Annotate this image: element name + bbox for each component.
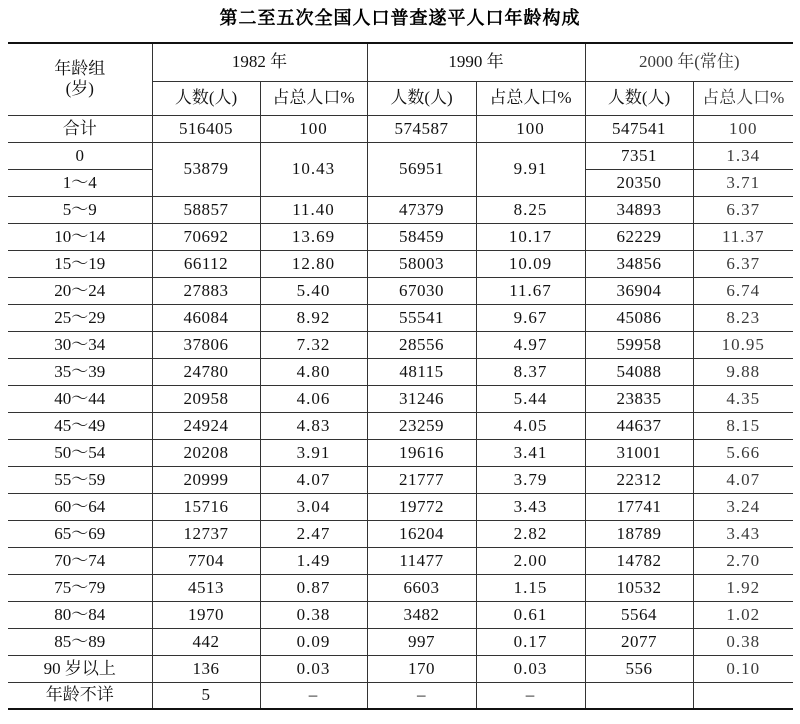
count-1990-cell: 170 — [367, 655, 476, 682]
age-group-cell: 60～64 — [8, 493, 152, 520]
age-group-cell: 年龄不详 — [8, 682, 152, 709]
percent-1990-cell: 3.79 — [476, 466, 585, 493]
header-age-group — [8, 43, 152, 115]
percent-1982-cell: 11.40 — [260, 196, 367, 223]
count-1982-cell: 53879 — [152, 142, 260, 196]
percent-2000-cell: 0.38 — [693, 628, 793, 655]
percent-1982-cell: 100 — [260, 115, 367, 142]
header-percent-2000: 占总人口% — [693, 81, 793, 115]
percent-1990-cell: 8.25 — [476, 196, 585, 223]
percent-2000-cell: 6.37 — [693, 250, 793, 277]
age-group-cell: 10～14 — [8, 223, 152, 250]
count-1990-cell: 56951 — [367, 142, 476, 196]
count-2000-cell: 31001 — [585, 439, 693, 466]
count-2000-cell: 45086 — [585, 304, 693, 331]
percent-1990-cell: 4.05 — [476, 412, 585, 439]
age-group-cell: 70～74 — [8, 547, 152, 574]
count-2000-cell: 62229 — [585, 223, 693, 250]
table-header — [8, 43, 793, 115]
count-1982-cell: 20999 — [152, 466, 260, 493]
percent-2000-cell: 1.92 — [693, 574, 793, 601]
header-age-unit: (岁) — [65, 79, 94, 99]
count-2000-cell: 23835 — [585, 385, 693, 412]
age-structure-table — [8, 42, 793, 710]
count-1982-cell: 37806 — [152, 331, 260, 358]
percent-1982-cell: 2.47 — [260, 520, 367, 547]
percent-1982-cell: 5.40 — [260, 277, 367, 304]
percent-2000-cell: 2.70 — [693, 547, 793, 574]
total-row — [8, 115, 793, 142]
count-2000-cell: 7351 — [585, 142, 693, 169]
percent-2000-cell: 3.43 — [693, 520, 793, 547]
age-group-row — [8, 385, 793, 412]
age-group-cell: 55～59 — [8, 466, 152, 493]
count-1982-cell: 58857 — [152, 196, 260, 223]
count-2000-cell: 20350 — [585, 169, 693, 196]
percent-1990-cell: 100 — [476, 115, 585, 142]
count-2000-cell: 54088 — [585, 358, 693, 385]
age-group-row — [8, 331, 793, 358]
header-count-1982: 人数(人) — [152, 81, 260, 115]
percent-1982-cell: 0.87 — [260, 574, 367, 601]
percent-1982-cell: 3.04 — [260, 493, 367, 520]
percent-1982-cell: 1.49 — [260, 547, 367, 574]
percent-2000-cell: 100 — [693, 115, 793, 142]
percent-1990-cell: 0.17 — [476, 628, 585, 655]
count-1982-cell: 70692 — [152, 223, 260, 250]
age-group-row — [8, 628, 793, 655]
percent-1990-cell: 8.37 — [476, 358, 585, 385]
count-2000-cell — [585, 682, 693, 709]
age-group-row — [8, 574, 793, 601]
percent-2000-cell: 4.35 — [693, 385, 793, 412]
count-1990-cell: 16204 — [367, 520, 476, 547]
count-1990-cell: 55541 — [367, 304, 476, 331]
count-1982-cell: 20208 — [152, 439, 260, 466]
percent-1982-cell: 4.83 — [260, 412, 367, 439]
percent-1990-cell: 2.00 — [476, 547, 585, 574]
percent-1982-cell: 12.80 — [260, 250, 367, 277]
count-1982-cell: 12737 — [152, 520, 260, 547]
age-group-row — [8, 439, 793, 466]
count-2000-cell: 44637 — [585, 412, 693, 439]
percent-1990-cell: 3.41 — [476, 439, 585, 466]
count-1990-cell: 574587 — [367, 115, 476, 142]
percent-2000-cell: 1.02 — [693, 601, 793, 628]
count-1982-cell: 27883 — [152, 277, 260, 304]
age-group-row — [8, 601, 793, 628]
count-2000-cell: 2077 — [585, 628, 693, 655]
count-1982-cell: 136 — [152, 655, 260, 682]
count-2000-cell: 36904 — [585, 277, 693, 304]
age-group-row — [8, 304, 793, 331]
age-group-cell: 15～19 — [8, 250, 152, 277]
age-group-row — [8, 277, 793, 304]
header-year-1990: 1990 年 — [367, 43, 585, 81]
age-group-cell: 35～39 — [8, 358, 152, 385]
age-group-row — [8, 223, 793, 250]
count-2000-cell: 547541 — [585, 115, 693, 142]
header-percent-1982: 占总人口% — [260, 81, 367, 115]
age-group-cell: 20～24 — [8, 277, 152, 304]
count-1990-cell: 67030 — [367, 277, 476, 304]
percent-2000-cell — [693, 682, 793, 709]
age-group-cell: 80～84 — [8, 601, 152, 628]
percent-1990-cell: 10.17 — [476, 223, 585, 250]
percent-2000-cell: 5.66 — [693, 439, 793, 466]
count-2000-cell: 22312 — [585, 466, 693, 493]
age-group-row — [8, 142, 793, 169]
percent-2000-cell: 1.34 — [693, 142, 793, 169]
percent-1982-cell: 3.91 — [260, 439, 367, 466]
count-1990-cell: 3482 — [367, 601, 476, 628]
percent-1990-cell: 5.44 — [476, 385, 585, 412]
percent-1990-cell: 0.03 — [476, 655, 585, 682]
age-group-cell: 65～69 — [8, 520, 152, 547]
age-group-row — [8, 655, 793, 682]
age-group-row — [8, 520, 793, 547]
percent-1982-cell: 7.32 — [260, 331, 367, 358]
header-percent-1990: 占总人口% — [476, 81, 585, 115]
header-year-1982: 1982 年 — [152, 43, 367, 81]
count-2000-cell: 17741 — [585, 493, 693, 520]
count-1982-cell: 15716 — [152, 493, 260, 520]
age-group-cell: 合计 — [8, 115, 152, 142]
table-body — [8, 115, 793, 709]
age-group-cell: 1～4 — [8, 169, 152, 196]
count-1990-cell: 21777 — [367, 466, 476, 493]
age-group-cell: 50～54 — [8, 439, 152, 466]
count-2000-cell: 556 — [585, 655, 693, 682]
count-1990-cell: 11477 — [367, 547, 476, 574]
count-1982-cell: 7704 — [152, 547, 260, 574]
count-1990-cell: 19772 — [367, 493, 476, 520]
age-group-row — [8, 196, 793, 223]
age-group-cell: 75～79 — [8, 574, 152, 601]
percent-1990-cell: 10.09 — [476, 250, 585, 277]
count-1982-cell: 66112 — [152, 250, 260, 277]
percent-1990-cell: 9.91 — [476, 142, 585, 196]
count-1982-cell: 5 — [152, 682, 260, 709]
count-1990-cell: 23259 — [367, 412, 476, 439]
age-group-row — [8, 493, 793, 520]
percent-1982-cell: 13.69 — [260, 223, 367, 250]
age-group-cell: 85～89 — [8, 628, 152, 655]
age-group-cell: 90 岁以上 — [8, 655, 152, 682]
age-group-cell: 25～29 — [8, 304, 152, 331]
percent-1982-cell: 10.43 — [260, 142, 367, 196]
percent-1990-cell: 9.67 — [476, 304, 585, 331]
percent-2000-cell: 11.37 — [693, 223, 793, 250]
table-title: 第二至五次全国人口普查遂平人口年龄构成 — [219, 8, 581, 29]
percent-2000-cell: 6.74 — [693, 277, 793, 304]
count-1982-cell: 46084 — [152, 304, 260, 331]
age-group-cell: 30～34 — [8, 331, 152, 358]
percent-1982-cell: 0.03 — [260, 655, 367, 682]
count-1990-cell: 58003 — [367, 250, 476, 277]
percent-1990-cell: 4.97 — [476, 331, 585, 358]
header-count-1990: 人数(人) — [367, 81, 476, 115]
percent-2000-cell: 3.24 — [693, 493, 793, 520]
percent-1990-cell: 2.82 — [476, 520, 585, 547]
count-1982-cell: 24924 — [152, 412, 260, 439]
count-2000-cell: 34893 — [585, 196, 693, 223]
count-1990-cell: 47379 — [367, 196, 476, 223]
count-1982-cell: 442 — [152, 628, 260, 655]
count-1982-cell: 24780 — [152, 358, 260, 385]
age-group-row — [8, 682, 793, 709]
count-1990-cell: 58459 — [367, 223, 476, 250]
header-row-years — [8, 43, 793, 81]
age-group-cell: 45～49 — [8, 412, 152, 439]
count-1990-cell: 6603 — [367, 574, 476, 601]
percent-2000-cell: 6.37 — [693, 196, 793, 223]
percent-1990-cell: 0.61 — [476, 601, 585, 628]
count-2000-cell: 10532 — [585, 574, 693, 601]
percent-2000-cell: 3.71 — [693, 169, 793, 196]
percent-1982-cell: 0.09 — [260, 628, 367, 655]
percent-1982-cell: 4.06 — [260, 385, 367, 412]
count-1982-cell: 1970 — [152, 601, 260, 628]
percent-1982-cell: 8.92 — [260, 304, 367, 331]
count-1990-cell: 31246 — [367, 385, 476, 412]
count-2000-cell: 34856 — [585, 250, 693, 277]
percent-2000-cell: 8.15 — [693, 412, 793, 439]
percent-1982-cell: 0.38 — [260, 601, 367, 628]
count-2000-cell: 59958 — [585, 331, 693, 358]
percent-1982-cell: 4.80 — [260, 358, 367, 385]
count-2000-cell: 14782 — [585, 547, 693, 574]
count-1982-cell: 20958 — [152, 385, 260, 412]
count-1990-cell: – — [367, 682, 476, 709]
count-1990-cell: 997 — [367, 628, 476, 655]
count-1982-cell: 4513 — [152, 574, 260, 601]
percent-2000-cell: 0.10 — [693, 655, 793, 682]
count-1990-cell: 19616 — [367, 439, 476, 466]
percent-1990-cell: 1.15 — [476, 574, 585, 601]
percent-1990-cell: 11.67 — [476, 277, 585, 304]
count-1990-cell: 28556 — [367, 331, 476, 358]
count-1982-cell: 516405 — [152, 115, 260, 142]
header-age-group-label: 年龄组 — [54, 59, 106, 79]
age-group-row — [8, 358, 793, 385]
percent-1990-cell: 3.43 — [476, 493, 585, 520]
age-group-row — [8, 412, 793, 439]
count-1990-cell: 48115 — [367, 358, 476, 385]
count-2000-cell: 18789 — [585, 520, 693, 547]
header-year-2000: 2000 年(常住) — [585, 43, 793, 81]
age-group-row — [8, 466, 793, 493]
age-group-row — [8, 547, 793, 574]
count-2000-cell: 5564 — [585, 601, 693, 628]
age-group-row — [8, 250, 793, 277]
percent-1982-cell: 4.07 — [260, 466, 367, 493]
percent-2000-cell: 8.23 — [693, 304, 793, 331]
percent-2000-cell: 10.95 — [693, 331, 793, 358]
age-group-cell: 5～9 — [8, 196, 152, 223]
percent-2000-cell: 4.07 — [693, 466, 793, 493]
age-group-cell: 0 — [8, 142, 152, 169]
percent-1990-cell: – — [476, 682, 585, 709]
percent-1982-cell: – — [260, 682, 367, 709]
header-count-2000: 人数(人) — [585, 81, 693, 115]
percent-2000-cell: 9.88 — [693, 358, 793, 385]
age-group-cell: 40～44 — [8, 385, 152, 412]
